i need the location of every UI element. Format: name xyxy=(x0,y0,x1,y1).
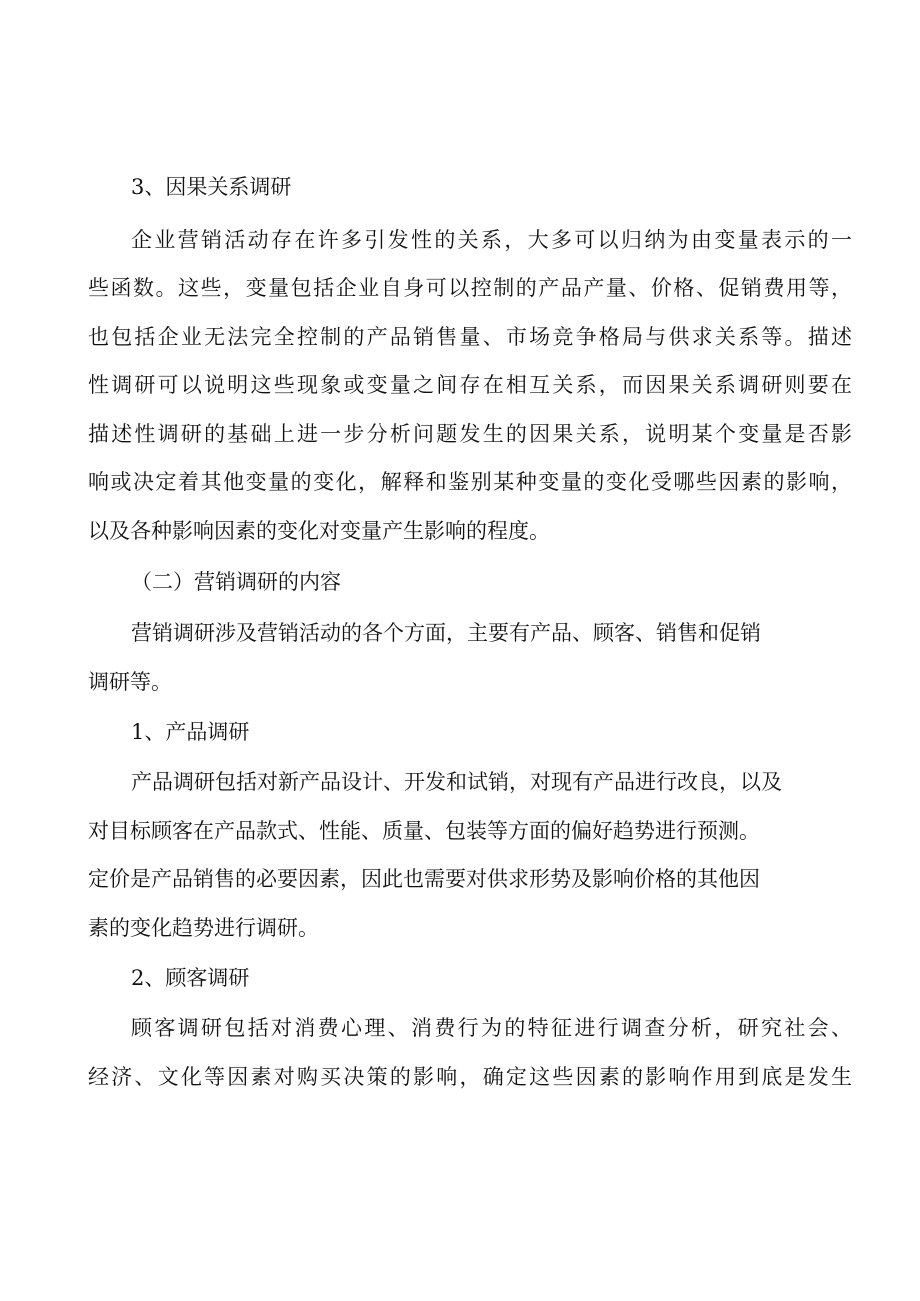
paragraph-content-line: 营销调研涉及营销活动的各个方面，主要有产品、顾客、销售和促销 xyxy=(131,621,761,645)
heading-customer-research: 2、顾客调研 xyxy=(131,966,250,990)
paragraph-causal-line: 些函数。这些，变量包括企业自身可以控制的产品产量、价格、促销费用等， xyxy=(88,276,852,300)
paragraph-product-line: 素的变化趋势进行调研。 xyxy=(88,916,319,940)
paragraph-content-line: 调研等。 xyxy=(88,670,172,694)
paragraph-causal-line: 企业营销活动存在许多引发性的关系，大多可以归纳为由变量表示的一 xyxy=(131,228,852,252)
heading-marketing-research-content: （二）营销调研的内容 xyxy=(131,570,341,594)
paragraph-customer-line: 经济、文化等因素对购买决策的影响，确定这些因素的影响作用到底是发生 xyxy=(88,1065,852,1089)
paragraph-causal-line: 也包括企业无法完全控制的产品销售量、市场竞争格局与供求关系等。描述 xyxy=(88,325,852,349)
paragraph-causal-line: 响或决定着其他变量的变化，解释和鉴别某种变量的变化受哪些因素的影响， xyxy=(88,470,852,494)
paragraph-causal-line: 性调研可以说明这些现象或变量之间存在相互关系，而因果关系调研则要在 xyxy=(88,373,852,397)
paragraph-causal-line: 描述性调研的基础上进一步分析问题发生的因果关系，说明某个变量是否影 xyxy=(88,422,852,446)
paragraph-customer-line: 顾客调研包括对消费心理、消费行为的特征进行调查分析，研究社会、 xyxy=(131,1016,852,1040)
paragraph-product-line: 产品调研包括对新产品设计、开发和试销，对现有产品进行改良，以及 xyxy=(131,770,782,794)
paragraph-causal-line: 以及各种影响因素的变化对变量产生影响的程度。 xyxy=(88,519,550,543)
paragraph-product-line: 对目标顾客在产品款式、性能、质量、包装等方面的偏好趋势进行预测。 xyxy=(88,819,760,843)
heading-causal-research: 3、因果关系调研 xyxy=(131,175,292,199)
heading-product-research: 1、产品调研 xyxy=(131,720,250,744)
paragraph-product-line: 定价是产品销售的必要因素，因此也需要对供求形势及影响价格的其他因 xyxy=(88,867,760,891)
